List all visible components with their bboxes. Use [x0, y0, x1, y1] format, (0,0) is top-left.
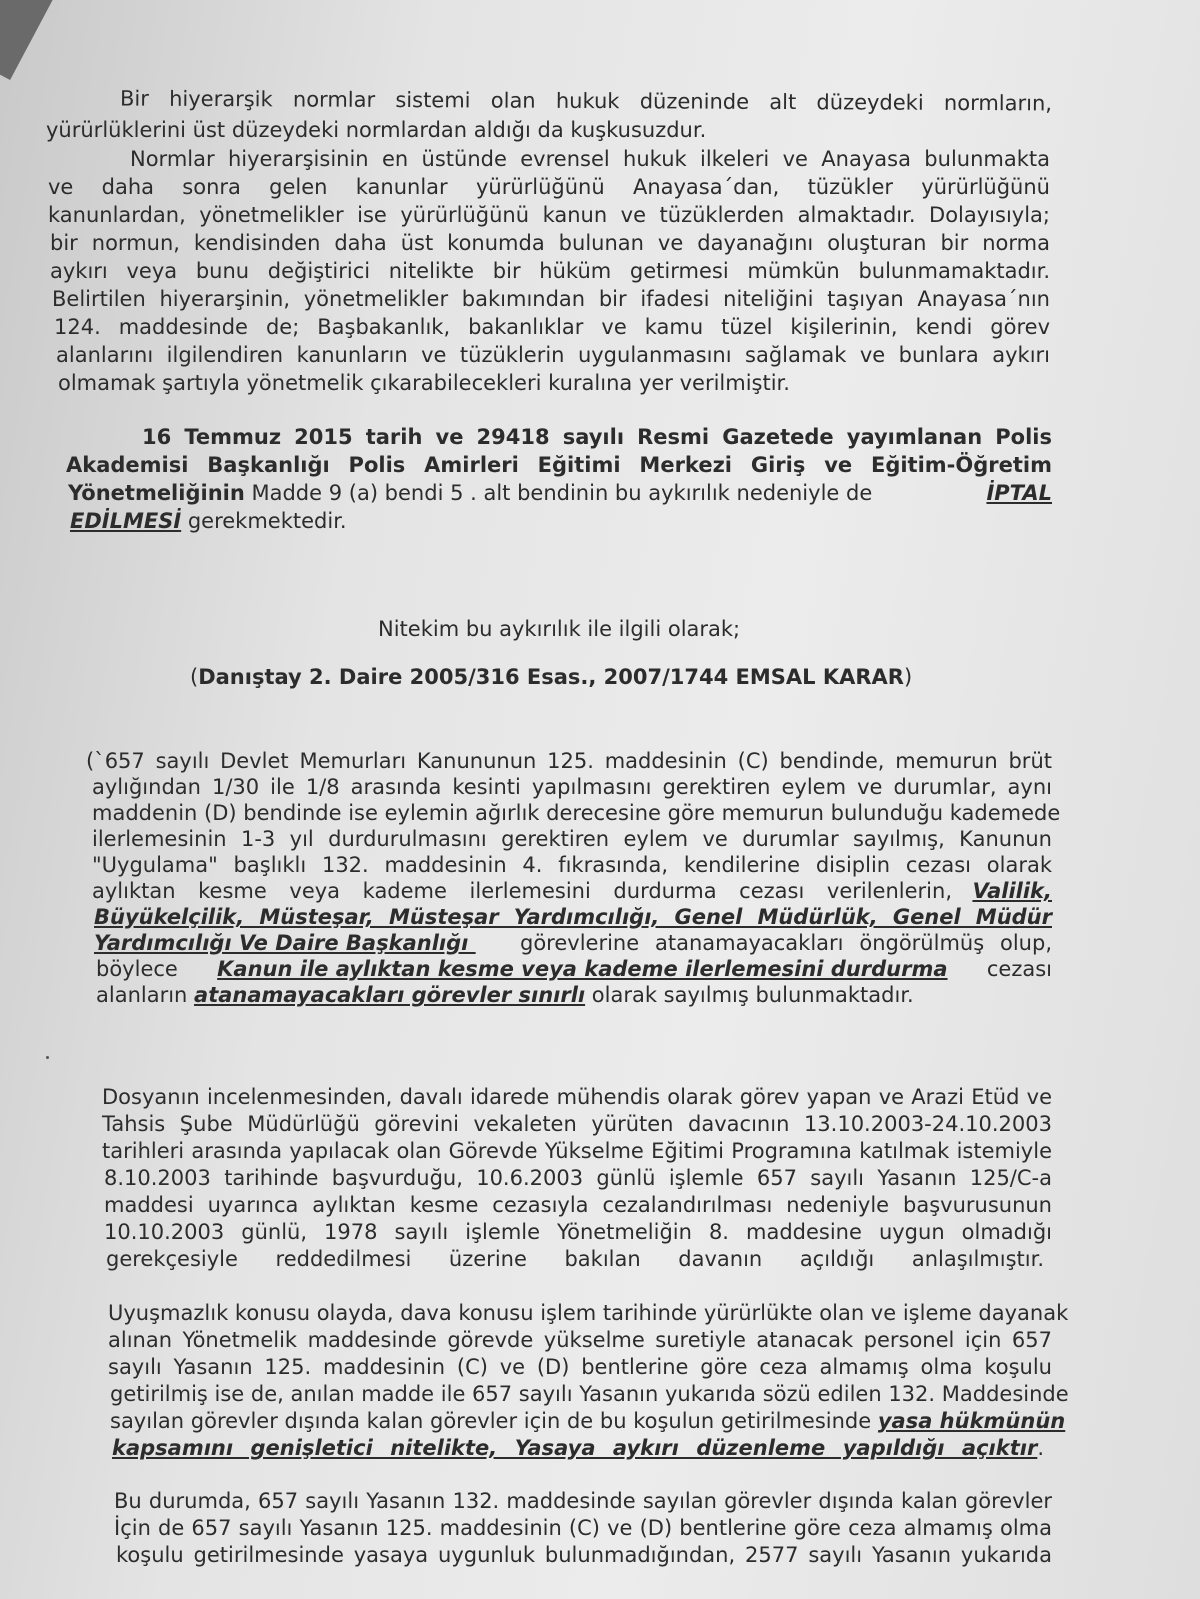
text-line-content: Bir hiyerarşik normlar sistemi olan hukuk düzeninde alt düzeydeki normların,: [119, 86, 1053, 116]
quote-line-10: [96, 982, 914, 1008]
gazette-line-4: [70, 508, 347, 534]
dispute-emphasis: kapsamını genişletici nitelikte, Yasaya aykırı düzenleme yapıldığı açıktır: [112, 1436, 1038, 1460]
text-line: bir normun, kendisinden daha üst konumda bulunan ve dayanağını oluşturan bir norma: [50, 231, 1050, 255]
quote-emphasis: atanamayacakları görevler sınırlı: [194, 983, 586, 1007]
quote-line: (`657 sayılı Devlet Memurları Kanununun 125. maddesinin (C) bendinde, memurun brüt: [86, 749, 1052, 773]
gazette-line-1: 16 Temmuz 2015 tarih ve 29418 sayılı Resmi Gazetede yayımlanan Polis: [142, 425, 1052, 449]
quote-line-8-text: görevlerine atanamayacakları öngörülmüş olup,: [520, 931, 1052, 955]
quote-line: aylığından 1/30 ile 1/8 arasında kesinti yapılmasını gerektiren eylem ve durumlar, aynı: [92, 775, 1052, 799]
nitekim-line: Nitekim bu aykırılık ile ilgili olarak;: [378, 617, 741, 641]
paragraph-line: Tahsis Şube Müdürlüğü görevini vekaleten yürüten davacının 13.10.2003-24.10.2003: [102, 1112, 1052, 1136]
text-line: [120, 86, 1052, 117]
paragraph-line: 10.10.2003 günlü, 1978 sayılı işlemle Yönetmeliğin 8. maddesine uygun olmadığı: [104, 1220, 1052, 1244]
gazette-line-2: Akademisi Başkanlığı Polis Amirleri Eğitimi Merkezi Giriş ve Eğitim-Öğretim: [66, 453, 1052, 477]
paragraph-line: Dosyanın incelenmesinden, davalı idarede mühendis olarak görev yapan ve Arazi Etüd ve: [102, 1085, 1052, 1109]
paragraph-line-5-text: sayılan görevler dışında kalan görevler için de bu koşulun getirilmesinde: [110, 1409, 878, 1433]
text-line: Normlar hiyerarşisinin en üstünde evrensel hukuk ilkeleri ve Anayasa bulunmakta: [130, 147, 1050, 171]
quote-line-6: [92, 878, 1052, 904]
text-line: alanlarını ilgilendiren kanunların ve tüzüklerin uygulanmasını sağlamak ve bunlara aykırı: [56, 343, 1050, 367]
paragraph-line: getirilmiş ise de, anılan madde ile 657 sayılı Yasanın yukarıda sözü edilen 132. Maddesinde: [110, 1382, 1069, 1406]
case-ref-close: ): [903, 665, 913, 689]
iptal-emphasis: İPTAL: [986, 481, 1052, 505]
paragraph-line: Uyuşmazlık konusu olayda, dava konusu işlem tarihinde yürürlükte olan ve işleme dayanak: [108, 1301, 1069, 1325]
paragraph-line: sayılı Yasanın 125. maddesinin (C) ve (D) bentlerine göre ceza almamış olma koşulu: [108, 1355, 1052, 1379]
text-line: Belirtilen hiyerarşinin, yönetmelikler bakımından bir ifadesi niteliğini taşıyan Anayasa´nın: [52, 287, 1050, 311]
quote-line-9: [96, 956, 1052, 982]
page-corner-shadow: [0, 0, 62, 80]
dispute-emphasis: yasa hükmünün: [877, 1409, 1066, 1433]
quote-line-10-end: olarak sayılmış bulunmaktadır.: [585, 983, 914, 1007]
paragraph-line: tarihleri arasında yapılacak olan Görevde Yükselme Eğitimi Programına katılmak istemiyle: [102, 1139, 1052, 1163]
page-speck: [46, 1056, 49, 1059]
paragraph-line: alınan Yönetmelik maddesinde görevde yükselme suretiyle atanacak personel için 657: [108, 1328, 1052, 1352]
paragraph-line: Bu durumda, 657 sayılı Yasanın 132. maddesinde sayılan görevler dışında kalan görevler: [114, 1489, 1052, 1513]
quote-line-10-start: alanların: [96, 983, 195, 1007]
case-ref-open: (: [190, 665, 199, 689]
text-line: 124. maddesinde de; Başbakanlık, bakanlıklar ve kamu tüzel kişilerinin, kendi görev: [54, 315, 1050, 339]
gazette-line-4-text: gerekmektedir.: [181, 509, 347, 533]
text-line-content: yürürlüklerini üst düzeydeki normlardan aldığı da kuşkusuzdur.: [46, 118, 707, 142]
quote-emphasis: Valilik,: [972, 879, 1052, 903]
text-line: ve daha sonra gelen kanunlar yürürlüğünü Anayasa´dan, tüzükler yürürlüğünü: [48, 175, 1050, 199]
paragraph-line-5: [110, 1408, 1066, 1434]
quote-line: "Uygulama" başlıklı 132. maddesinin 4. fıkrasında, kendilerine disiplin cezası olarak: [92, 853, 1052, 877]
case-ref-title: Danıştay 2. Daire 2005/316 Esas., 2007/1744 EMSAL KARAR: [198, 665, 904, 689]
paragraph-line: İçin de 657 sayılı Yasanın 125. maddesinin (C) ve (D) bentlerine göre ceza almamış olma: [114, 1516, 1052, 1540]
quote-emphasis-line: Büyükelçilik, Müsteşar, Müsteşar Yardımcılığı, Genel Müdürlük, Genel Müdür: [94, 905, 1052, 929]
gazette-regulation-name: Yönetmeliğinin: [68, 481, 245, 505]
quote-line: ilerlemesinin 1-3 yıl durdurulmasını gerektiren eylem ve durumlar sayılmış, Kanunun: [92, 827, 1052, 851]
case-reference: [190, 664, 912, 690]
quote-line-9-end: cezası: [980, 957, 1052, 981]
quote-line: maddenin (D) bendinde ise eylemin ağırlık derecesine göre memurun bulunduğu kademede: [92, 801, 1061, 825]
text-line: aykırı veya bunu değiştirici nitelikte bir hüküm getirmesi mümkün bulunmamaktadır.: [50, 259, 1050, 283]
quote-line-8: [94, 930, 1052, 956]
paragraph-line: maddesi uyarınca aylıktan kesme cezasıyla cezalandırılması nedeniyle başvurusunun: [104, 1193, 1052, 1217]
edilmesi-emphasis: EDİLMESİ: [70, 509, 182, 533]
text-line: [46, 117, 706, 143]
paragraph-line: 8.10.2003 tarihinde başvurduğu, 10.6.2003 günlü işlemle 657 sayılı Yasanın 125/C-a: [104, 1166, 1052, 1190]
paragraph-line-6: [112, 1435, 1044, 1461]
paragraph-line: koşulu getirilmesinde yasaya uygunluk bulunmadığından, 2577 sayılı Yasanın yukarıda: [116, 1543, 1052, 1567]
quote-line-6-text: aylıktan kesme veya kademe ilerlemesini durdurma cezası verilenlerin,: [92, 879, 952, 903]
paragraph-line-6-end: .: [1037, 1436, 1044, 1460]
text-line: kanunlardan, yönetmelikler ise yürürlüğünü kanun ve tüzüklerden almaktadır. Dolayısıyla;: [48, 203, 1050, 227]
quote-line-9-start: böylece: [96, 957, 185, 981]
gazette-line-3: [68, 480, 1052, 506]
gazette-line-3-text: Madde 9 (a) bendi 5 . alt bendinin bu aykırılık nedeniyle de: [244, 481, 879, 505]
quote-emphasis: Yardımcılığı Ve Daire Başkanlığı: [94, 931, 476, 955]
quote-emphasis: Kanun ile aylıktan kesme veya kademe ilerlemesini durdurma: [217, 957, 948, 981]
text-line: olmamak şartıyla yönetmelik çıkarabilecekleri kuralına yer verilmiştir.: [58, 371, 790, 395]
paragraph-line: gerekçesiyle reddedilmesi üzerine bakılan davanın açıldığı anlaşılmıştır.: [106, 1247, 1044, 1271]
